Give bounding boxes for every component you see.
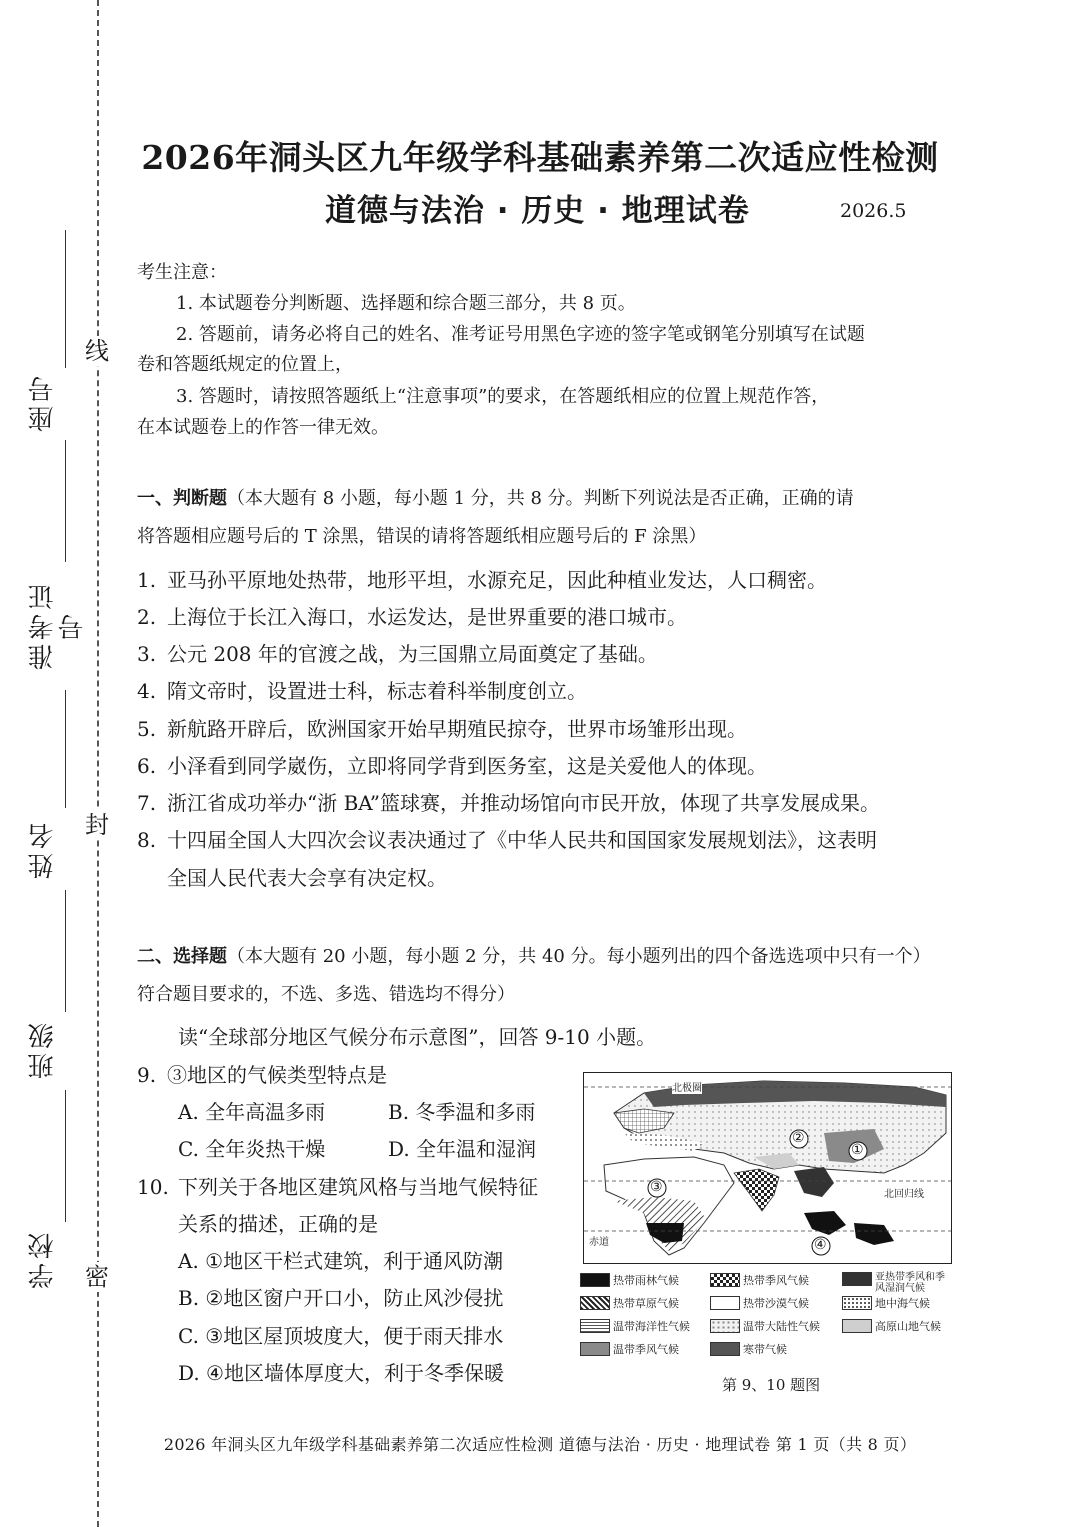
judgment-question [137,790,880,816]
q10-option-d: D. ④地区墙体厚度大，利于冬季保暖 [178,1361,504,1385]
legend-label: 温带大陆性气候 [743,1320,820,1333]
legend-swatch [710,1273,740,1287]
q9-option-a: A. 全年高温多雨 [178,1100,326,1124]
legend-swatch [842,1319,872,1333]
legend-swatch [710,1342,740,1356]
question-text: 公元 208 年的官渡之战，为三国鼎立局面奠定了基础。 [167,642,658,666]
section2-header [137,942,931,968]
legend-item [842,1295,930,1311]
section2-desc-cont: 符合题目要求的，不选、多选、错选均不得分） [137,984,515,1005]
legend-item [710,1295,809,1311]
legend-item [580,1341,679,1357]
figure-caption: 第 9、10 题图 [722,1376,821,1394]
judgment-question [137,753,767,779]
legend-label: 温带海洋性气候 [613,1320,690,1333]
question-number: 4. [137,679,157,703]
exam-id-label: 准考证号 [28,580,88,670]
judgment-question [137,827,877,853]
judgment-question [137,641,658,667]
legend-label: 热带沙漠气候 [743,1297,809,1310]
notice-line: 3. 答题时，请按照答题纸上“注意事项”的要求，在答题纸相应的位置上规范作答， [176,386,830,407]
binding-char-xian: 线 [82,336,112,366]
question-9-stem [137,1062,387,1088]
section1-heading: 一、判断题 [137,488,227,509]
question-10-stem [137,1174,538,1200]
binding-dashed-line [97,0,99,1527]
question-number: 3. [137,642,157,666]
question-number: 10. [137,1175,169,1199]
region-1-marker: ① [851,1142,864,1158]
exam-title: 2026年洞头区九年级学科基础素养第二次适应性检测 [141,138,939,177]
region-2-marker: ② [792,1130,805,1146]
q10-option-c: C. ③地区屋顶坡度大，便于雨天排水 [178,1324,504,1348]
name-label: 姓名 [28,819,58,879]
exam-id-field[interactable] [65,440,66,562]
legend-swatch [580,1273,610,1287]
question-number: 9. [137,1063,157,1087]
legend-item [710,1341,787,1357]
question-text: 十四届全国人大四次会议表决通过了《中华人民共和国国家发展规划法》，这表明 [167,828,877,852]
legend-item [580,1272,679,1288]
section1-desc: （本大题有 8 小题，每小题 1 分，共 8 分。判断下列说法是否正确，正确的请 [227,488,854,509]
question-text: 小泽看到同学崴伤，立即将同学背到医务室，这是关爱他人的体现。 [167,754,767,778]
class-label: 班级 [28,1019,58,1079]
question-number: 2. [137,605,157,629]
section2-heading: 二、选择题 [137,946,227,967]
legend-swatch [580,1319,610,1333]
equator-label: 赤道 [589,1233,609,1248]
legend-label: 热带雨林气候 [613,1274,679,1287]
material-intro: 读“全球部分地区气候分布示意图”，回答 9-10 小题。 [178,1025,657,1049]
seat-number-field[interactable] [65,230,66,368]
binding-char-mi: 密 [82,1262,112,1292]
notice-line: 在本试题卷上的作答一律无效。 [137,417,389,438]
class-field[interactable] [65,890,66,1012]
arctic-circle-label: 北极圈 [672,1079,702,1094]
seat-number-label: 座号 [28,372,58,432]
legend-label: 亚热带季风和季风湿润气候 [875,1272,945,1294]
legend-item [710,1318,820,1334]
q9-option-b: B. 冬季温和多雨 [388,1100,536,1124]
judgment-question [137,567,827,593]
q10-option-b: B. ②地区窗户开口小，防止风沙侵扰 [178,1286,504,1310]
legend-label: 地中海气候 [875,1297,930,1310]
question-text: 上海位于长江入海口，水运发达，是世界重要的港口城市。 [167,605,687,629]
judgment-question [137,716,747,742]
legend-item [710,1272,809,1288]
legend-swatch [710,1296,740,1310]
q10-option-a: A. ①地区干栏式建筑，利于通风防潮 [178,1249,504,1273]
exam-subtitle: 道德与法治 · 历史 · 地理试卷 [325,193,750,229]
notice-heading: 考生注意： [137,262,227,283]
question-text: 全国人民代表大会享有决定权。 [167,866,447,890]
name-field[interactable] [65,690,66,808]
legend-swatch [710,1319,740,1333]
legend-swatch [580,1296,610,1310]
judgment-question [137,678,587,704]
legend-item [580,1318,690,1334]
notice-line: 2. 答题前，请务必将自己的姓名、准考证号用黑色字迹的签字笔或钢笔分别填写在试题 [176,324,865,345]
question-text: 隋文帝时，设置进士科，标志着科举制度创立。 [167,679,587,703]
notice-line: 1. 本试题卷分判断题、选择题和综合题三部分，共 8 页。 [176,293,636,314]
legend-label: 温带季风气候 [613,1343,679,1356]
climate-map-svg [584,1073,951,1263]
question-text: 下列关于各地区建筑风格与当地气候特征 [178,1175,538,1199]
legend-label: 寒带气候 [743,1343,787,1356]
legend-swatch [842,1272,872,1286]
legend-label: 热带季风气候 [743,1274,809,1287]
question-number: 6. [137,754,157,778]
climate-legend [580,1272,955,1364]
legend-item [842,1272,954,1294]
q9-option-d: D. 全年温和湿润 [388,1137,537,1161]
section1-header [137,484,854,510]
legend-item [842,1318,941,1334]
question-text: 新航路开辟后，欧洲国家开始早期殖民掠夺，世界市场雏形出现。 [167,717,747,741]
region-4-marker: ④ [814,1237,827,1253]
region-3-marker: ③ [650,1179,663,1195]
question-text: 浙江省成功举办“浙 BA”篮球赛，并推动场馆向市民开放，体现了共享发展成果。 [167,791,881,815]
legend-label: 高原山地气候 [875,1320,941,1333]
binding-char-feng: 封 [82,810,112,840]
notice-line: 卷和答题纸规定的位置上， [137,354,353,375]
question-number: 5. [137,717,157,741]
section2-desc: （本大题有 20 小题，每小题 2 分，共 40 分。每小题列出的四个备选选项中只有一个） [227,946,931,967]
question-number: 1. [137,568,157,592]
tropic-label: 北回归线 [884,1185,924,1200]
question-10-stem-cont: 关系的描述，正确的是 [178,1212,378,1236]
question-text: ③地区的气候类型特点是 [167,1063,387,1087]
question-text: 亚马孙平原地处热带，地形平坦，水源充足，因此种植业发达，人口稠密。 [167,568,827,592]
school-label: 学校 [28,1229,58,1289]
page-footer: 2026 年洞头区九年级学科基础素养第二次适应性检测 道德与法治 · 历史 · 地理试卷 第 1 页（共 8 页） [163,1435,917,1454]
exam-date: 2026.5 [840,200,907,222]
section1-desc-cont: 将答题相应题号后的 T 涂黑，错误的请将答题纸相应题号后的 F 涂黑） [137,526,707,547]
school-field[interactable] [65,1090,66,1222]
q9-option-c: C. 全年炎热干燥 [178,1137,326,1161]
climate-map [583,1072,952,1264]
legend-item [580,1295,679,1311]
legend-swatch [842,1296,872,1310]
legend-swatch [580,1342,610,1356]
question-number: 7. [137,791,157,815]
question-number: 8. [137,828,157,852]
legend-label: 热带草原气候 [613,1297,679,1310]
judgment-question [137,865,447,891]
judgment-question [137,604,687,630]
